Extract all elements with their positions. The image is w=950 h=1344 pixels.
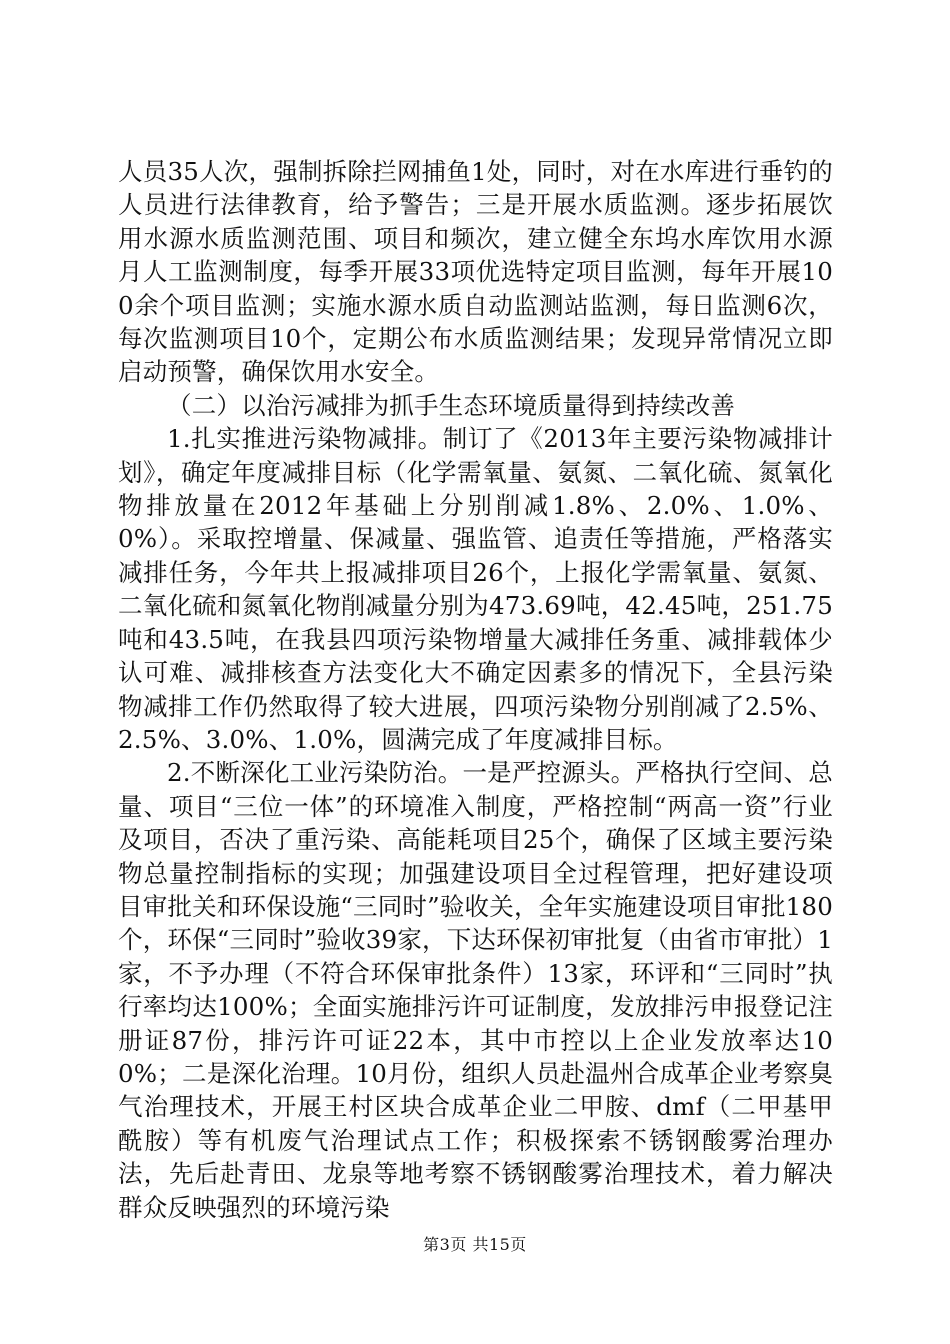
document-body — [118, 155, 833, 1224]
body-paragraph-emission-reduction: 1.扎实推进污染物减排。制订了《2013年主要污染物减排计划》，确定年度减排目标（化学需氧量、氨氮、二氧化硫、氮氧化物排放量在2012年基础上分别削减1.8%、2.0%、1.0%、0%）。采取控增量、保减量、强监管、追责任等措施，严格落实减排任务，今年共上报减排项目26个，上报化学需氧量、氨氮、二氧化硫和氮氧化物削减量分别为473.69吨，42.45吨，251.75吨和43.5吨，在我县四项污染物增量大减排任务重、减排载体少认可难、减排核查方法变化大不确定因素多的情况下，全县污染物减排工作仍然取得了较大进展，四项污染物分别削减了2.5%、2.5%、3.0%、1.0%，圆满完成了年度减排目标。 — [118, 424, 833, 754]
body-paragraph-industrial-pollution: 2.不断深化工业污染防治。一是严控源头。严格执行空间、总量、项目“三位一体”的环境准入制度，严格控制“两高一资”行业及项目，否决了重污染、高能耗项目25个，确保了区域主要污染物总量控制指标的实现；加强建设项目全过程管理，把好建设项目审批关和环保设施“三同时”验收关，全年实施建设项目审批180个，环保“三同时”验收39家，下达环保初审批复（由省市审批）1家，不予办理（不符合环保审批条件）13家，环评和“三同时”执行率均达100%；全面实施排污许可证制度，发放排污申报登记注册证87份，排污许可证22本，其中市控以上企业发放率达100%；二是深化治理。10月份，组织人员赴温州合成革企业考察臭气治理技术，开展王村区块合成革企业二甲胺、dmf（二甲基甲酰胺）等有机废气治理试点工作；积极探索不锈钢酸雾治理办法，先后赴青田、龙泉等地考察不锈钢酸雾治理技术，着力解决群众反映强烈的环境污染 — [118, 758, 834, 1222]
body-paragraph-continued: 人员35人次，强制拆除拦网捕鱼1处，同时，对在水库进行垂钓的人员进行法律教育，给予警告；三是开展水质监测。逐步拓展饮用水源水质监测范围、项目和频次，建立健全东坞水库饮用水源月人工监测制度，每季开展33项优选特定项目监测，每年开展100余个项目监测；实施水源水质自动监测站监测，每日监测6次，每次监测项目10个，定期公布水质监测结果；发现异常情况立即启动预警，确保饮用水安全。 — [118, 157, 833, 387]
page-footer: 第3页 共15页 — [423, 1235, 527, 1254]
section-heading: （二）以治污减排为抓手生态环境质量得到持续改善 — [167, 390, 736, 420]
